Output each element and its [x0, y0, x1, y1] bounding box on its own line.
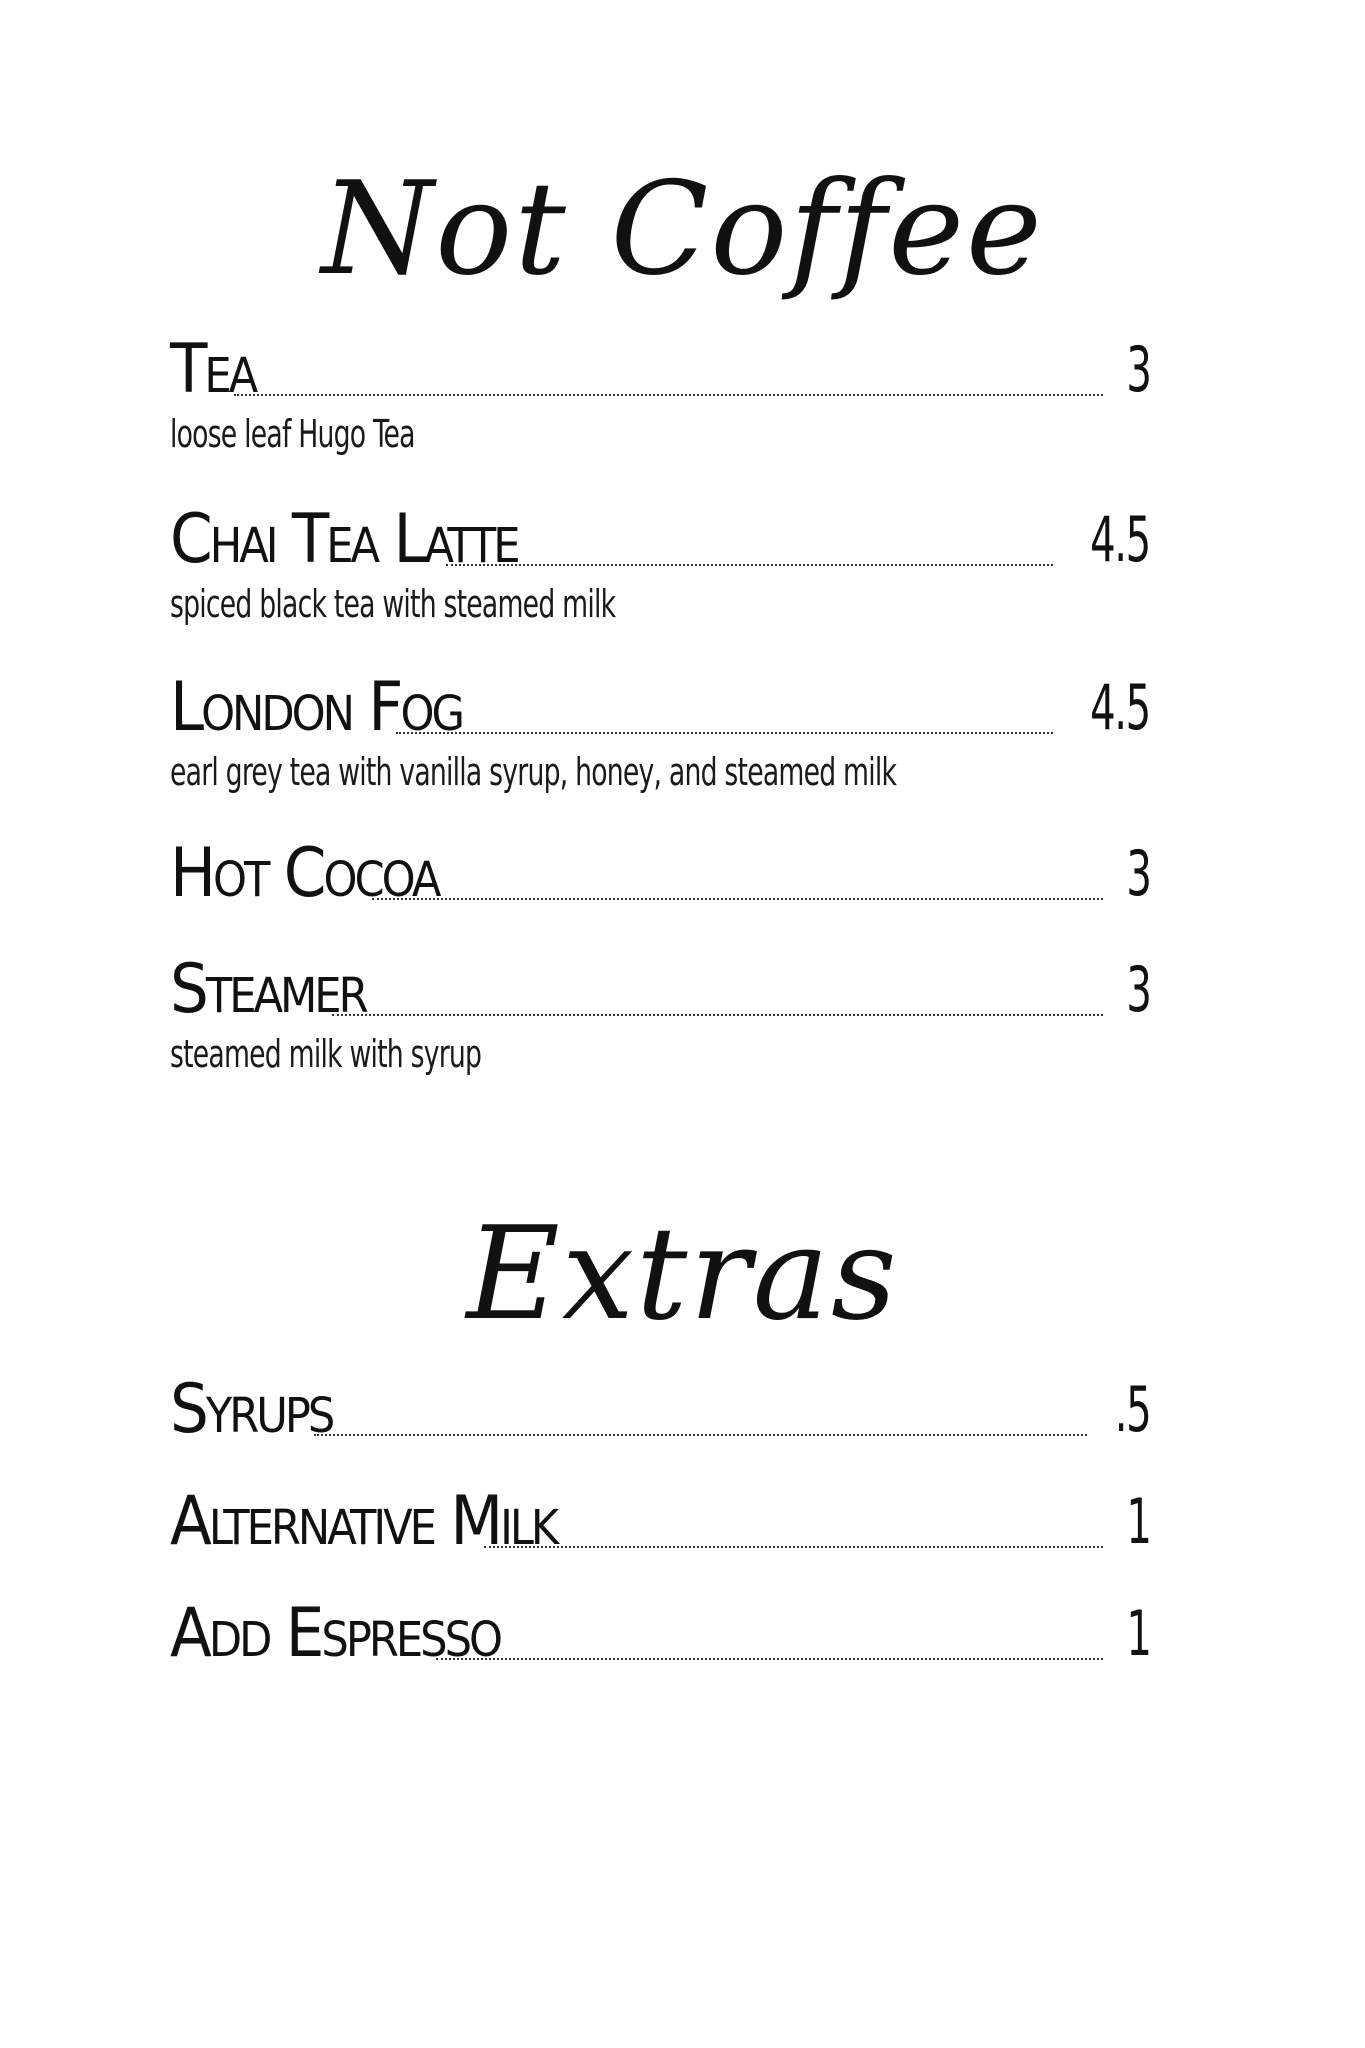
item-description: spiced black tea with steamed milk [170, 582, 616, 626]
menu-item-hot-cocoa [170, 834, 1150, 914]
menu-item-steamer [170, 950, 1150, 1076]
item-name: Tea [170, 330, 256, 409]
dot-leader [484, 1545, 1103, 1548]
item-row [170, 834, 1150, 914]
section-title-extras: Extras [466, 1200, 899, 1349]
item-name: Hot Cocoa [170, 834, 439, 913]
dot-leader [332, 1013, 1103, 1016]
item-description: steamed milk with syrup [170, 1032, 482, 1076]
dot-leader [436, 1657, 1103, 1660]
item-price: 1 [1125, 1597, 1150, 1670]
item-row [170, 1594, 1150, 1674]
section-title-not-coffee: Not Coffee [321, 155, 1044, 304]
item-row [170, 500, 1150, 580]
dot-leader [396, 731, 1053, 734]
item-price: 3 [1125, 333, 1150, 406]
item-name: Chai Tea Latte [170, 500, 518, 579]
item-row [170, 668, 1150, 748]
item-price: 3 [1125, 953, 1150, 1026]
menu-item-syrups [170, 1370, 1150, 1450]
menu-item-add-espresso [170, 1594, 1150, 1674]
dot-leader [314, 1433, 1087, 1436]
item-price: 4.5 [1090, 503, 1150, 576]
dot-leader [446, 563, 1053, 566]
menu-item-london-fog [170, 668, 1150, 794]
item-row [170, 1370, 1150, 1450]
menu-item-tea [170, 330, 1150, 456]
item-row [170, 950, 1150, 1030]
item-name: Steamer [170, 950, 366, 1029]
item-name: Alternative Milk [170, 1482, 557, 1561]
item-price: .5 [1114, 1373, 1150, 1446]
dot-leader [234, 393, 1103, 396]
item-description: earl grey tea with vanilla syrup, honey, and steamed milk [170, 750, 897, 794]
item-row [170, 1482, 1150, 1562]
item-name: Syrups [170, 1370, 333, 1449]
item-price: 4.5 [1090, 671, 1150, 744]
menu-item-chai-tea-latte [170, 500, 1150, 626]
item-price: 3 [1125, 837, 1150, 910]
dot-leader [372, 897, 1103, 900]
item-description: loose leaf Hugo Tea [170, 412, 415, 456]
menu-item-alternative-milk [170, 1482, 1150, 1562]
item-price: 1 [1125, 1485, 1150, 1558]
item-row [170, 330, 1150, 410]
item-name: London Fog [170, 668, 462, 747]
item-name: Add Espresso [170, 1594, 500, 1673]
